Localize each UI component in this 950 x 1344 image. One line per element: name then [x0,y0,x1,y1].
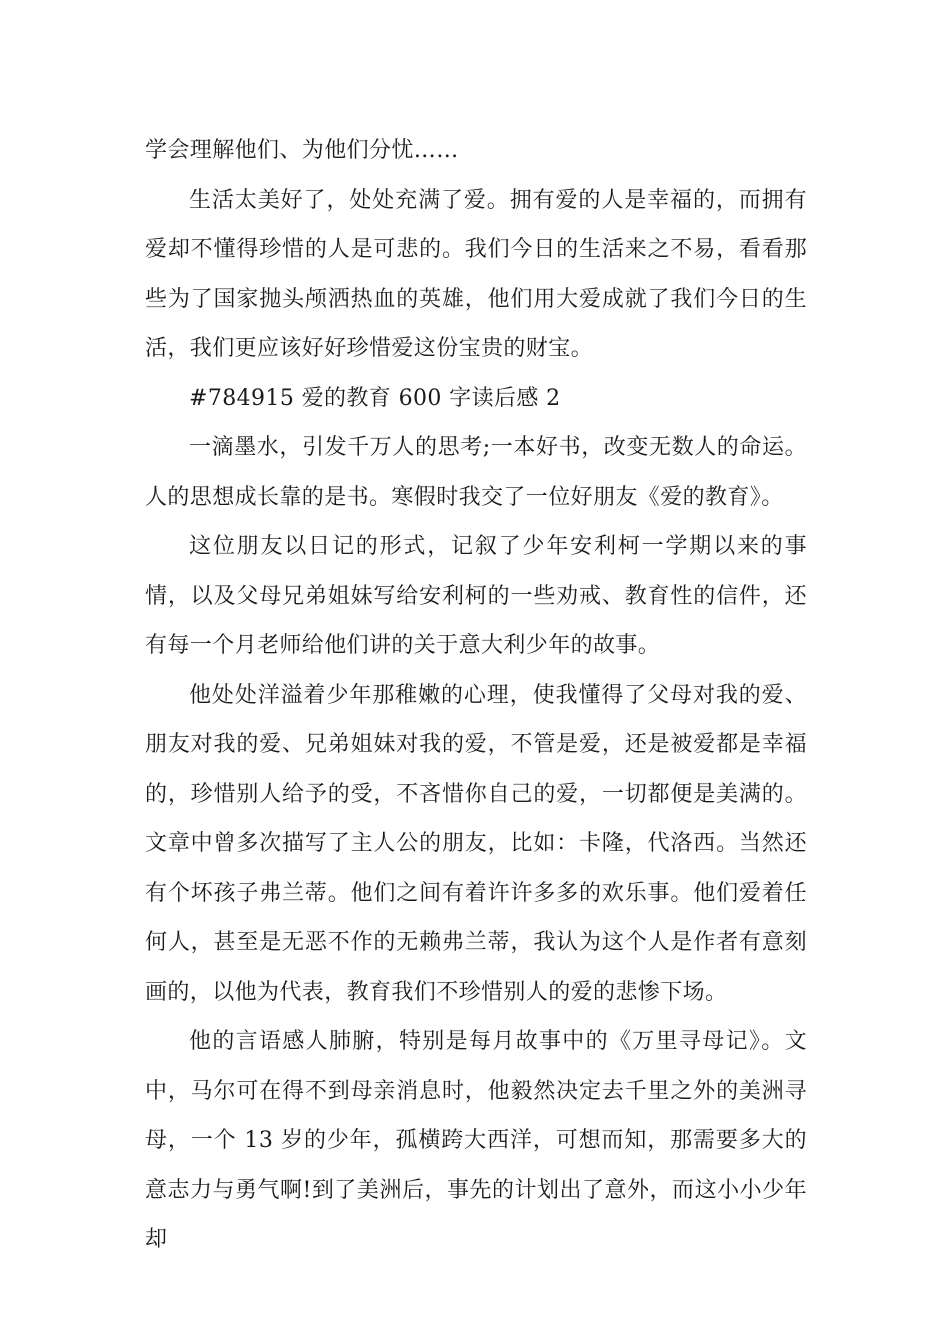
paragraph-2: 生活太美好了，处处充满了爱。拥有爱的人是幸福的，而拥有爱却不懂得珍惜的人是可悲的。我们今日的生活来之不易，看看那些为了国家抛头颅洒热血的英雄，他们用大爱成就了我们今日的生活，我们更应该好好珍惜爱这份宝贵的财宝。 [145,187,807,361]
paragraph-1: 学会理解他们、为他们分忧…… [145,138,459,163]
section-heading: #784915 爱的教育 600 字读后感 2 [189,385,561,411]
paragraph-6: 他的言语感人肺腑，特别是每月故事中的《万里寻母记》。文中，马尔可在得不到母亲消息时，他毅然决定去千里之外的美洲寻母，一个 13 岁的少年，孤横跨大西洋，可想而知，那需要多大的意志力与勇气啊!到了美洲后，事先的计划出了意外，而这小小少年却 [145,1029,807,1252]
paragraph-4: 这位朋友以日记的形式，记叙了少年安利柯一学期以来的事情，以及父母兄弟姐妹写给安利柯的一些劝戒、教育性的信件，还有每一个月老师给他们讲的关于意大利少年的故事。 [145,534,807,658]
document-body [145,126,807,1265]
paragraph-3: 一滴墨水，引发千万人的思考;一本好书，改变无数人的命运。人的思想成长靠的是书。寒假时我交了一位好朋友《爱的教育》。 [145,435,807,510]
paragraph-5: 他处处洋溢着少年那稚嫩的心理，使我懂得了父母对我的爱、朋友对我的爱、兄弟姐妹对我的爱，不管是爱，还是被爱都是幸福的，珍惜别人给予的受，不吝惜你自己的爱，一切都便是美满的。文章中曾多次描写了主人公的朋友，比如：卡隆，代洛西。当然还有个坏孩子弗兰蒂。他们之间有着许许多多的欢乐事。他们爱着任何人，甚至是无恶不作的无赖弗兰蒂，我认为这个人是作者有意刻画的，以他为代表，教育我们不珍惜别人的爱的悲惨下场。 [145,682,807,1005]
